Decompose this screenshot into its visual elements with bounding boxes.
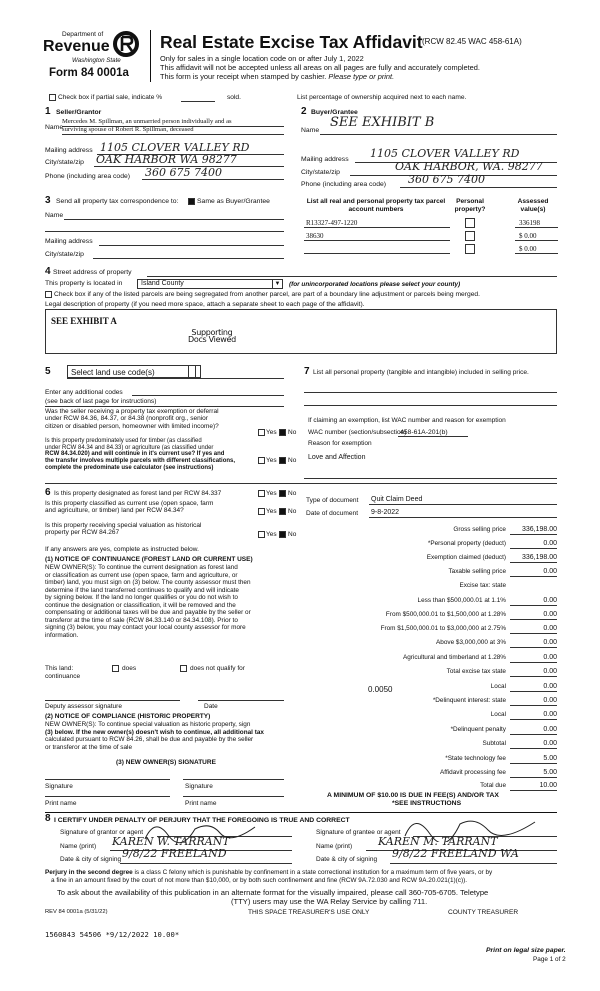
located-in-label: This property is located in [45,280,123,287]
grantee-name-label: Name (print) [316,843,353,850]
sec3-city-label: City/state/zip [45,251,84,258]
tax-row-label: Local [490,683,506,690]
seller-city[interactable]: OAK HARBOR WA 98277 [96,153,237,166]
tax-row-value[interactable]: 5.00 [543,755,557,762]
buyer-name-label: Name [301,127,320,134]
perjury-notice: Perjury in the second degree is a class C felony which is punishable by confinement in a state correctional institution for a maximum term of five years, or by a fine in an amount fixed by the court of not more than $10,000, or by both such confinement and fine (RCW 9A.72.030 and RCW 9A.20.021(1)(c)). [45,869,493,884]
buyer-heading: Buyer/Grantee [311,109,358,116]
personal-property-label: List all personal property (tangible and intangible) included in selling price. [313,369,529,376]
rcw-ref: (RCW 82.45 WAC 458-61A) [422,37,522,46]
tax-row-value[interactable]: 0.00 [543,711,557,718]
grantor-name-label: Name (print) [60,843,97,850]
exemption-claim-label: If claiming an exemption, list WAC number and reason for exemption [308,417,506,424]
document-type-label: Type of document [306,497,359,504]
tax-row-underline [510,748,557,749]
county-value: Island County [141,280,184,287]
certify-statement: I CERTIFY UNDER PENALTY OF PERJURY THAT THE FOREGOING IS TRUE AND CORRECT [54,817,350,824]
page-title: Real Estate Excise Tax Affidavit [160,32,423,52]
tax-row-label: Taxable selling price [448,568,506,575]
current-use-question: Is this property classified as current use (open space, farm and agriculture, or timber) land per RCW 84.34? [45,500,214,515]
section-5-number: 5 [45,366,51,377]
parcel-3-value[interactable]: $ 0.00 [519,245,537,253]
tax-row-label: Exemption claimed (deduct) [426,554,506,561]
tax-row-underline [510,790,557,791]
dor-logo-icon [113,31,139,57]
tax-row-underline [510,777,557,778]
tax-row-label: *Delinquent penalty [450,726,506,733]
unincorporated-note: (for unincorporated locations please select your county) [289,281,461,288]
q2-no-label: No [288,457,297,464]
tax-row-underline [510,605,557,606]
tax-row-value[interactable]: 0.00 [543,697,557,704]
parcel-3-personal-checkbox[interactable] [465,244,475,254]
tax-row-value[interactable]: 0.00 [543,740,557,747]
note-3: This form is your receipt when stamped by cashier. Please type or print. [160,72,395,81]
parcel-2-number[interactable]: 38630 [306,232,324,240]
historic-yes-checkbox[interactable] [258,531,265,538]
tax-row-underline [510,691,557,692]
receipt-stamp: 1560843 54506 *9/12/2022 10.00* [45,930,180,939]
parcel-2-personal-checkbox[interactable] [465,231,475,241]
document-date-label: Date of document [306,510,359,517]
grantor-signature-label: Signature of grantor or agent [60,829,144,836]
notice-continuance-heading: (1) NOTICE OF CONTINUANCE (FOREST LAND OR CURRENT USE) [45,556,253,563]
parcel-1-number[interactable]: R13327-497-1220 [306,219,358,227]
grantor-date-city-label: Date & city of signing [60,856,122,863]
tax-row-label: Above $3,000,000 at 3% [436,639,506,646]
q1-no-checkbox[interactable] [279,429,286,436]
revision-label: REV 84 0001a (5/31/22) [45,909,108,915]
grantee-name[interactable]: KAREN M. TARRANT [378,835,498,848]
grantor-name[interactable]: KAREN W. TARRANT [112,835,230,848]
same-as-buyer-checkbox[interactable] [188,198,195,205]
accessibility-note-2: (TTY) users may use the WA Relay Service by calling 711. [231,897,428,906]
seller-name-line2[interactable]: surviving spouse of Robert R. Spillman, deceased [62,126,194,133]
state-label: Washington State [72,57,121,64]
tax-row-value[interactable]: 336,198.00 [521,526,557,533]
grantee-date-city[interactable]: 9/8/22 FREELAND WA [392,847,519,860]
tax-row-underline [510,548,557,549]
parcel-2-value[interactable]: $ 0.00 [519,232,537,240]
legal-paper-note: Print on legal size paper. [486,947,566,954]
tax-row-underline [510,719,557,720]
see-back-note: (see back of last page for instructions) [45,398,157,405]
buyer-phone[interactable]: 360 675 7400 [408,173,485,186]
tax-row-label: Total excise tax state [446,668,506,675]
notice-compliance-heading: (2) NOTICE OF COMPLIANCE (HISTORIC PROPERTY) [45,713,211,720]
tax-row-label: Gross selling price [453,526,506,533]
q2-yes-label: Yes [266,457,277,464]
seller-phone[interactable]: 360 675 7400 [145,166,222,179]
tax-row-label: Subtotal [482,740,506,747]
tax-row-value[interactable]: 0.00 [543,611,557,618]
tax-row-value[interactable]: 0.00 [543,654,557,661]
grantor-signature[interactable] [140,815,260,845]
q1-yes-label: Yes [266,429,277,436]
seller-name-label: Name [45,124,64,131]
seller-mailing[interactable]: 1105 CLOVER VALLEY RD [100,141,250,154]
page-number: Page 1 of 2 [533,956,566,963]
tax-row-value[interactable]: 0.00 [543,683,557,690]
deputy-assessor-signature-label: Deputy assessor signature [45,703,122,710]
tax-row-value[interactable]: 0.00 [543,639,557,646]
chevron-down-icon[interactable]: ▼ [272,280,282,288]
tax-row-value[interactable]: 0.00 [543,540,557,547]
deputy-date-label: Date [204,703,218,710]
form-number: Form 84 0001a [49,67,129,79]
grantee-signature-label: Signature of grantee or agent [316,829,401,836]
tax-row-value[interactable]: 10.00 [539,782,557,789]
section-4-number: 4 [45,266,51,277]
supporting-docs-stamp: Supporting Docs Viewed [188,328,236,344]
land-does-checkbox[interactable] [112,665,119,672]
historic-no-checkbox[interactable] [279,531,286,538]
tax-row-underline [510,534,557,535]
exemption-deferral-question: Was the seller receiving a property tax exemption or deferral under RCW 84.36, 84.37, or 84.38 (nonprofit org., senior citizen or disabled person, homeowner with limited income)? [45,408,219,430]
section-7-number: 7 [304,366,310,377]
tax-row-label: *State technology fee [445,755,506,762]
tax-row-underline [510,676,557,677]
exemption-reason-label: Reason for exemption [308,440,372,447]
grantee-date-city-label: Date & city of signing [316,856,378,863]
exemption-reason[interactable]: Love and Affection [308,454,366,461]
new-owner-signature-heading: (3) NEW OWNER(S) SIGNATURE [116,759,216,766]
revenue-label: Revenue [43,38,110,55]
q1-yes-checkbox[interactable] [258,429,265,436]
buyer-mailing[interactable]: 1105 CLOVER VALLEY RD [370,147,520,160]
tax-row-underline [510,562,557,563]
note-2: This affidavit will not be accepted unless all areas on all pages are fully and accurately completed. [160,63,480,72]
wac-number[interactable]: 458-61A-201(b) [400,429,448,436]
sold-label: sold. [227,94,241,101]
legal-description-box[interactable] [45,309,557,354]
seller-heading: Seller/Grantor [56,109,102,116]
current-use-yes-label: Yes [266,508,277,515]
section-2-number: 2 [301,106,307,117]
treasurer-use-label: THIS SPACE TREASURER'S USE ONLY [248,909,370,916]
buyer-city[interactable]: OAK HARBOR, WA. 98277 [395,160,543,173]
minimum-due-note: A MINIMUM OF $10.00 IS DUE IN FEE(S) AND/OR TAX [327,792,499,799]
note-1: Only for sales in a single location code on or after July 1, 2022 [160,54,364,63]
tax-row-underline [510,576,557,577]
tax-row-value[interactable]: 5.00 [543,769,557,776]
section-3-number: 3 [45,195,51,206]
dept-label: Department of [62,31,104,38]
continuance-label: continuance [45,673,81,680]
tax-row-label: From $500,000.01 to $1,500,000 at 1.28% [385,611,506,618]
seller-phone-label: Phone (including area code) [45,173,131,180]
current-use-no-label: No [288,508,297,515]
segregated-checkbox[interactable] [45,291,52,298]
partial-sale-label: Check box if partial sale, indicate % [58,94,163,101]
historic-no-label: No [288,531,297,538]
owner-print-label-2: Print name [185,800,217,807]
buyer-city-label: City/state/zip [301,169,340,176]
forest-no-checkbox[interactable] [279,490,286,497]
tax-row-underline [510,763,557,764]
document-type[interactable]: Quit Claim Deed [371,496,423,503]
tax-row-label: Less than $500,000.01 at 1.1% [417,597,506,604]
parcel-1-value[interactable]: 336198 [519,219,540,227]
section-8-number: 8 [45,813,51,824]
section-1-number: 1 [45,106,51,117]
current-use-no-checkbox[interactable] [279,508,286,515]
tax-row-label: *Delinquent interest: state [432,697,506,704]
same-as-buyer-label: Same as Buyer/Grantee [197,198,270,205]
q2-no-checkbox[interactable] [279,457,286,464]
q1-no-label: No [288,429,297,436]
historic-question: Is this property receiving special valuation as historical property per RCW 84.267 [45,522,202,537]
forest-land-question: Is this property designated as forest land per RCW 84.337 [54,490,222,497]
ownership-note: List percentage of ownership acquired next to each name. [297,94,467,101]
buyer-mailing-label: Mailing address [301,156,349,163]
seller-mailing-label: Mailing address [45,147,93,154]
notice-compliance-text: NEW OWNER(S): To continue special valuation as historic property, sign (3) below. If the new owner(s) doesn't wish to continue, all additional tax calculated pursuant to RCW 84.26, shall be due and payable by the seller or transferor at the time of sale [45,721,264,751]
tax-row-label: Agricultural and timberland at 1.28% [402,654,506,661]
land-does-not-label: does not qualify for [190,665,245,672]
personal-property-header: Personal property? [454,198,486,213]
notice-continuance-text: NEW OWNER(S): To continue the current designation as forest land or classification as current use (open space, farm and agriculture, or timber) land, you must sign on (3) below. The county assessor must then determine if the land transferred continues to qualify and will indicate by signing below. If the land no longer qualifies or you do not wish to continue the designation or classification, it will be removed and the compensating or additional taxes will be due and payable by the seller or transferor at the time of sale (RCW 84.33.140 or 84.34.108). Prior to signing (3) below, you may contact your local county assessor for more information. [45,564,251,639]
additional-codes-label: Enter any additional codes [45,389,123,396]
local-tax-rate: 0.0050 [368,685,393,694]
parcel-header: List all real and personal property tax parcel account numbers [306,198,446,213]
partial-sale-checkbox[interactable] [49,94,56,101]
tax-row-label: Local [490,711,506,718]
historic-yes-label: Yes [266,531,277,538]
forest-no-label: No [288,490,297,497]
buyer-name[interactable]: SEE EXHIBIT B [330,115,435,130]
current-use-yes-checkbox[interactable] [258,508,265,515]
assessed-value-header: Assessed value(s) [517,198,549,213]
section-6-number: 6 [45,487,51,498]
tax-row-label: Total due [480,782,506,789]
see-instructions-note: *SEE INSTRUCTIONS [392,800,462,807]
land-use-code-box[interactable] [188,365,196,378]
tax-row-value[interactable]: 0.00 [543,568,557,575]
this-land-label: This land: [45,665,74,672]
owner-print-label-1: Print name [45,800,77,807]
forest-yes-label: Yes [266,490,277,497]
parcel-1-personal-checkbox[interactable] [465,218,475,228]
tax-row-underline [510,633,557,634]
tax-row-value[interactable]: 0.00 [543,597,557,604]
buyer-phone-label: Phone (including area code) [301,181,387,188]
tax-row-value[interactable]: 0.00 [543,625,557,632]
street-address-label: Street address of property [53,269,132,276]
if-yes-note: If any answers are yes, complete as instructed below. [45,546,199,553]
timber-agriculture-question: Is this property predominately used for timber (as classified under RCW 84.34 and 84.33) or agriculture (as classified under RCW 84.34.020) and will continue in it's current use? If yes and the transfer involves multiple parcels with different classifications, complete the predominate use calculator (see instructions) [45,438,236,471]
exhibit-a: SEE EXHIBIT A [51,316,117,326]
seller-city-label: City/state/zip [45,159,84,166]
tax-row-value[interactable]: 336,198.00 [521,554,557,561]
tax-row-label: From $1,500,000.01 to $3,000,000 at 2.75% [380,625,506,632]
sec3-correspondence: Send all property tax correspondence to: [56,198,179,205]
accessibility-note-1: To ask about the availability of this publication in an alternate format for the visually impaired, please call 360-705-6705. Teletype [57,888,489,897]
tax-row-underline [510,662,557,663]
tax-row-underline [510,705,557,706]
tax-row-label: Affidavit processing fee [440,769,506,776]
wac-label: WAC number (section/subsection) [308,429,407,436]
grantee-signature[interactable] [400,812,540,842]
owner-signature-label-2: Signature [185,783,213,790]
land-use-select[interactable] [67,365,201,378]
document-date[interactable]: 9-8-2022 [371,509,400,516]
tax-row-value[interactable]: 0.00 [543,668,557,675]
grantor-date-city[interactable]: 9/8/22 FREELAND [122,847,227,860]
tax-row-value[interactable]: 0.00 [543,726,557,733]
seller-name-line1[interactable]: Mercedes M. Spillman, an unmarried person individually and as [62,118,232,125]
owner-signature-label-1: Signature [45,783,73,790]
legal-description-label: Legal description of property (if you need more space, attach a separate sheet to each page of the affidavit). [45,301,365,308]
tax-row-underline [510,734,557,735]
county-treasurer-label: COUNTY TREASURER [448,909,519,916]
tax-row-underline [510,647,557,648]
land-use-placeholder: Select land use code(s) [71,368,155,377]
segregated-label: Check box if any of the listed parcels are being segregated from another parcel, are part of a boundary line adjustment or parcels being merged. [54,291,481,298]
sec3-mailing-label: Mailing address [45,238,93,245]
tax-row-underline [510,619,557,620]
sec3-name-label: Name [45,212,64,219]
land-does-not-checkbox[interactable] [180,665,187,672]
q2-yes-checkbox[interactable] [258,457,265,464]
tax-row-label: *Personal property (deduct) [427,540,506,547]
forest-yes-checkbox[interactable] [258,490,265,497]
county-select[interactable] [137,279,283,289]
tax-row-label: Excise tax: state [459,582,506,589]
land-does-label: does [122,665,137,672]
